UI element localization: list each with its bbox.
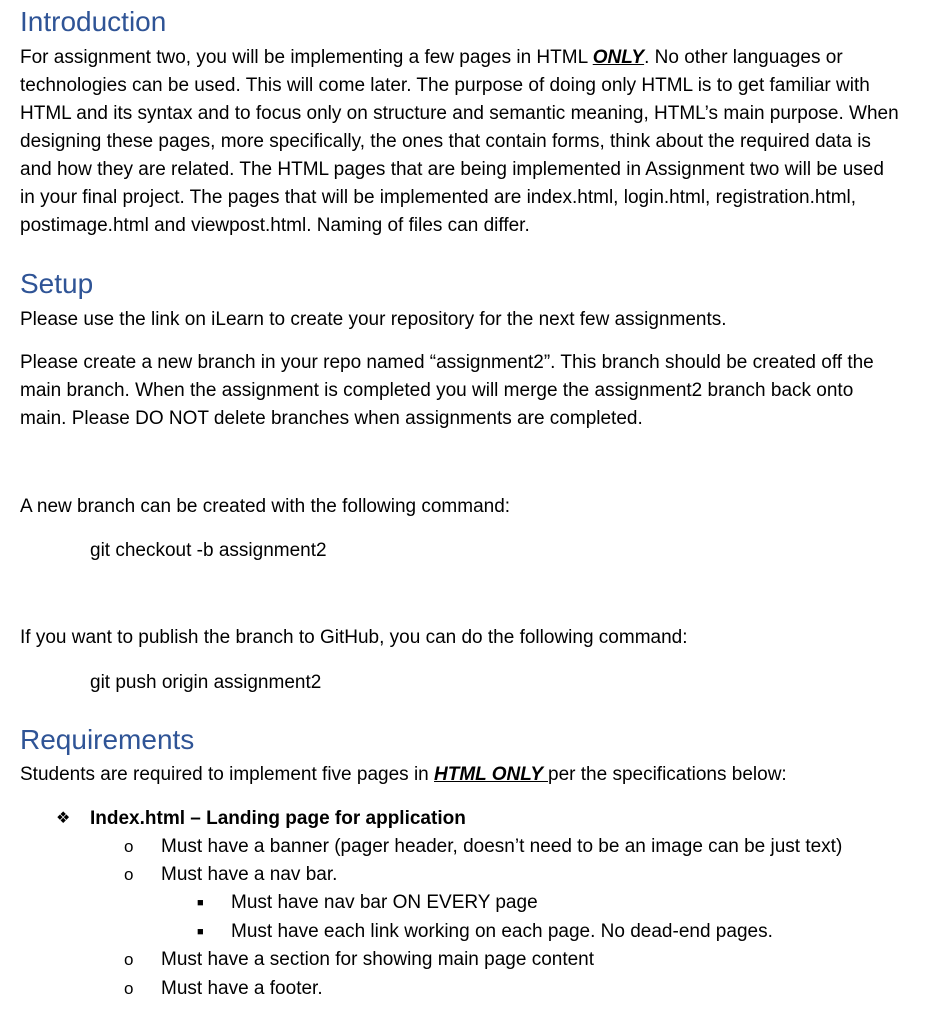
intro-line: in your final project. The pages that will be implemented are index.html, login.html, registration.html, <box>20 187 857 208</box>
requirements-intro-text: per the specifications below: <box>548 764 787 785</box>
square-bullet-icon: ■ <box>197 926 204 938</box>
intro-line: designing these pages, more specifically, the ones that contain forms, think about the required data is <box>20 131 871 152</box>
setup-branch-line: main branch. When the assignment is completed you will merge the assignment2 branch back onto <box>20 380 854 401</box>
emphasis-only: ONLY <box>592 47 645 68</box>
setup-branch-line: Please create a new branch in your repo named “assignment2”. This branch should be created off the <box>20 352 874 373</box>
intro-line: technologies can be used. This will come later. The purpose of doing only HTML is to get familiar with <box>20 75 870 96</box>
intro-line-text: . No other languages or <box>644 47 843 68</box>
branch-command: git checkout -b assignment2 <box>90 540 327 561</box>
circle-bullet-icon: o <box>124 837 134 856</box>
heading-setup: Setup <box>20 268 94 299</box>
heading-requirements: Requirements <box>20 724 195 755</box>
requirement-subitem: Must have a banner (pager header, doesn’t need to be an image can be just text) <box>161 836 843 857</box>
requirement-subitem: Must have a nav bar. <box>161 864 338 885</box>
requirement-subitem: Must have a section for showing main page content <box>161 949 595 970</box>
requirement-detail: Must have nav bar ON EVERY page <box>231 892 538 913</box>
requirements-intro <box>20 761 787 789</box>
setup-branch-line: main. Please DO NOT delete branches when assignments are completed. <box>20 408 643 429</box>
requirement-subitem: Must have a footer. <box>161 978 323 999</box>
emphasis-html-only: HTML ONLY <box>434 764 549 785</box>
intro-line: and how they are related. The HTML pages that are being implemented in Assignment two will be used <box>20 159 884 180</box>
setup-paragraph: Please use the link on iLearn to create your repository for the next few assignments. <box>20 309 727 330</box>
branch-command-intro: A new branch can be created with the following command: <box>20 496 511 517</box>
intro-line-text: For assignment two, you will be implementing a few pages in HTML <box>20 47 593 68</box>
square-bullet-icon: ■ <box>197 897 204 909</box>
publish-command-intro: If you want to publish the branch to GitHub, you can do the following command: <box>20 627 688 648</box>
publish-command: git push origin assignment2 <box>90 672 322 693</box>
intro-line: HTML and its syntax and to focus only on structure and semantic meaning, HTML’s main purpose. When <box>20 103 899 124</box>
requirement-detail: Must have each link working on each page. No dead-end pages. <box>231 921 773 942</box>
intro-line: postimage.html and viewpost.html. Naming of files can differ. <box>20 215 530 236</box>
circle-bullet-icon: o <box>124 979 134 998</box>
intro-line <box>20 44 843 72</box>
heading-introduction: Introduction <box>20 6 167 37</box>
diamond-bullet-icon: ❖ <box>56 810 71 827</box>
circle-bullet-icon: o <box>124 950 134 969</box>
requirements-intro-text: Students are required to implement five pages in <box>20 764 435 785</box>
circle-bullet-icon: o <box>124 865 134 884</box>
requirement-item-title: Index.html – Landing page for application <box>90 808 466 829</box>
